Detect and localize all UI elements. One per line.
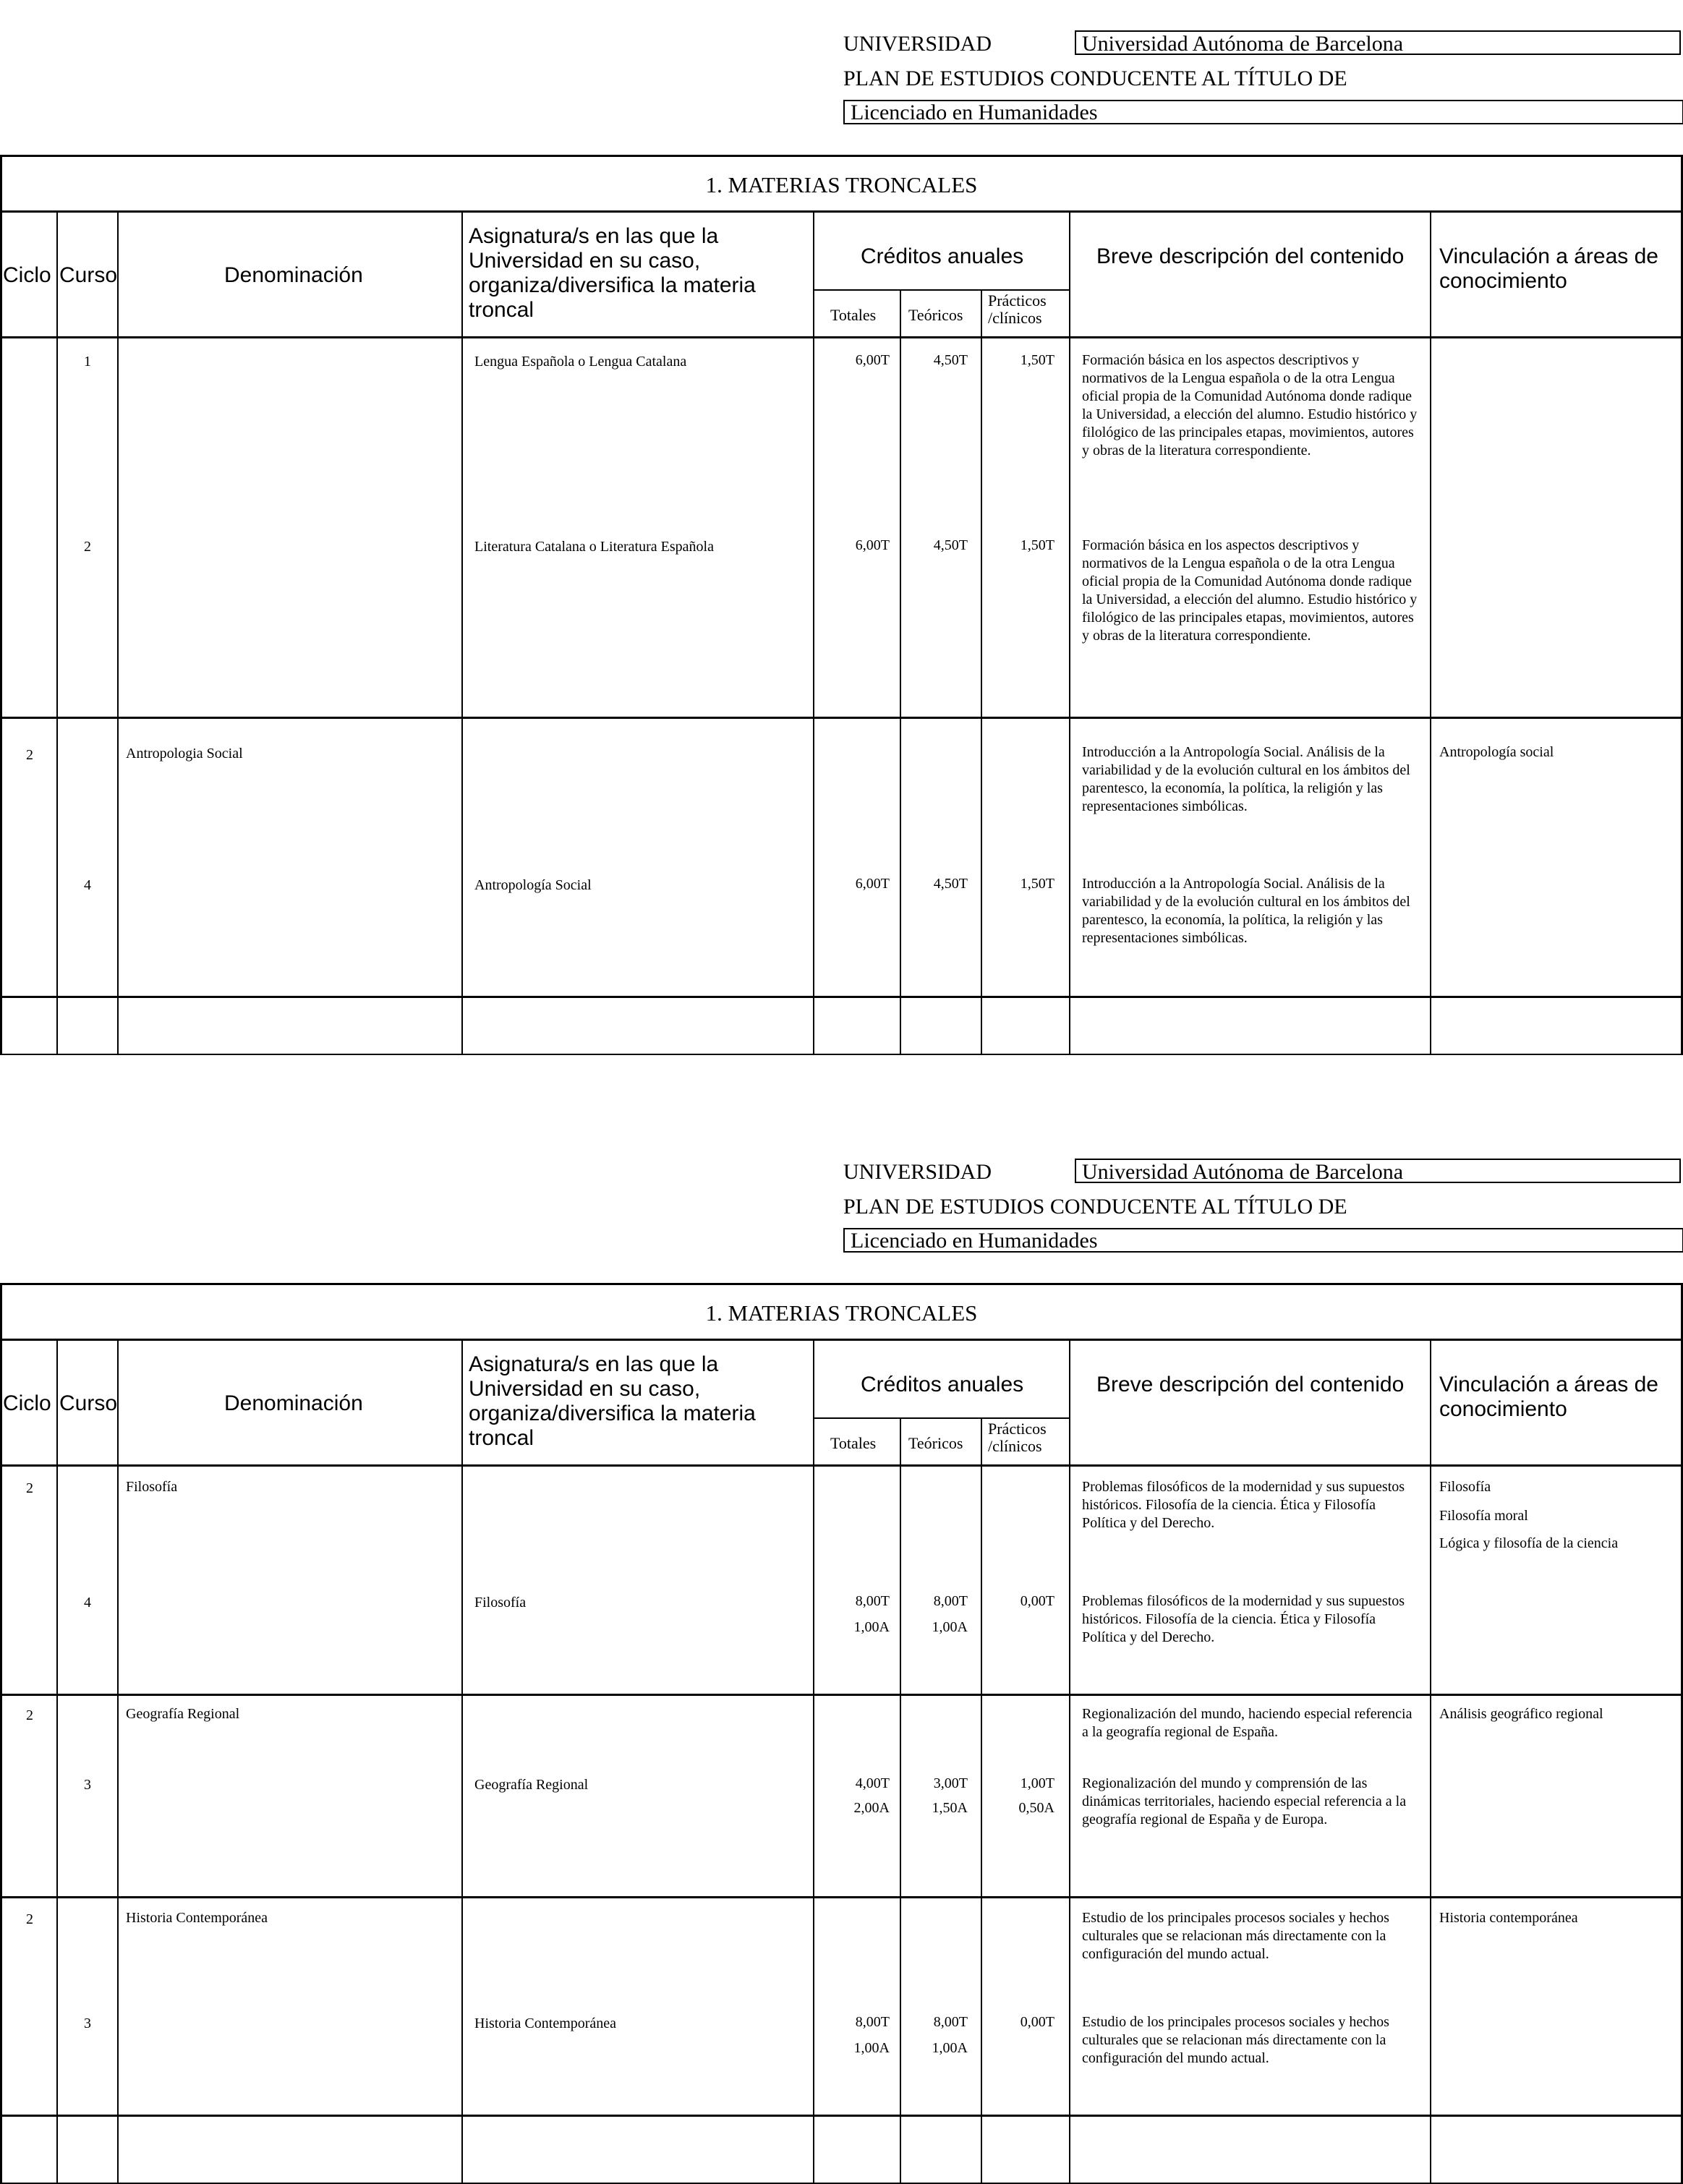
table-row-vinculacion: Filosofía bbox=[1439, 1479, 1491, 1495]
materias-troncales-table bbox=[0, 155, 1683, 1055]
table-row-teoricos: 1,00A bbox=[932, 1619, 968, 1635]
table-row-descripcion: Formación básica en los aspectos descriptivos y normativos de la Lengua española o de la otra Lengua oficial propia de la Comunidad Autónoma donde radique la Universidad, a elección del alumno. Estudio histórico y filológico de las principales etapas, movimientos, autores y obras de la literatura correspondiente. bbox=[1082, 537, 1418, 644]
table-title: 1. MATERIAS TRONCALES bbox=[0, 155, 1683, 213]
table-row-curso: 4 bbox=[84, 1595, 91, 1611]
col-creditos: Créditos anuales bbox=[861, 1373, 1024, 1396]
table-row-descripcion: Regionalización del mundo, haciendo especial referencia a la geografía regional de España. bbox=[1082, 1706, 1413, 1740]
table-row-totales: 6,00T bbox=[855, 537, 890, 553]
table-row-practicos: 0,00T bbox=[1020, 2014, 1054, 2030]
table-row-descripcion: Regionalización del mundo y comprensión de las dinámicas territoriales, haciendo especial referencia a la geografía regional de España y de Europa. bbox=[1082, 1775, 1407, 1827]
table-row-curso: 1 bbox=[84, 354, 91, 370]
col-asignatura: Asignatura/s en las que la Universidad en su caso, organiza/diversifica la materia troncal bbox=[469, 224, 756, 322]
table-row-vinculacion: Antropología social bbox=[1439, 744, 1554, 760]
table-row-asignatura: Geografía Regional bbox=[474, 1777, 589, 1793]
table-row-vinculacion: Análisis geográfico regional bbox=[1439, 1706, 1603, 1722]
col-practicos: Prácticos /clínicos bbox=[988, 1420, 1047, 1455]
titulo-value: Licenciado en Humanidades bbox=[843, 1228, 1683, 1253]
table-row-asignatura: Lengua Española o Lengua Catalana bbox=[474, 354, 687, 370]
table-row-teoricos: 8,00T bbox=[933, 1593, 968, 1609]
universidad-label: UNIVERSIDAD bbox=[843, 1160, 992, 1184]
universidad-value: Universidad Autónoma de Barcelona bbox=[1075, 30, 1681, 55]
table-row-curso: 3 bbox=[84, 1777, 91, 1793]
table-row-denominacion: Geografía Regional bbox=[126, 1706, 240, 1722]
titulo-value: Licenciado en Humanidades bbox=[843, 100, 1683, 124]
table-row-ciclo: 2 bbox=[26, 1911, 33, 1927]
col-vinculacion: Vinculación a áreas de conocimiento bbox=[1439, 1373, 1658, 1421]
table-row-practicos: 1,50T bbox=[1020, 537, 1054, 553]
table-row-practicos: 1,50T bbox=[1020, 352, 1054, 368]
table-row-vinculacion: Lógica y filosofía de la ciencia bbox=[1439, 1535, 1619, 1551]
table-row-descripcion: Introducción a la Antropología Social. Análisis de la variabilidad y de la evolución cultural en los ámbitos del parentesco, la economía, la política, la religión y las representaciones simbólicas. bbox=[1082, 876, 1410, 946]
table-row-totales: 1,00A bbox=[853, 1619, 890, 1635]
universidad-value: Universidad Autónoma de Barcelona bbox=[1075, 1159, 1681, 1183]
table-row-descripcion: Introducción a la Antropología Social. Análisis de la variabilidad y de la evolución cultural en los ámbitos del parentesco, la economía, la política, la religión y las representaciones simbólicas. bbox=[1082, 744, 1410, 814]
table-row-teoricos: 4,50T bbox=[933, 876, 968, 892]
table-row-descripcion: Estudio de los principales procesos sociales y hechos culturales que se relacionan más directamente con la configuración del mundo actual. bbox=[1082, 1910, 1389, 1962]
col-asignatura: Asignatura/s en las que la Universidad en su caso, organiza/diversifica la materia troncal bbox=[469, 1352, 756, 1450]
col-denominacion: Denominación bbox=[224, 263, 363, 287]
table-title: 1. MATERIAS TRONCALES bbox=[0, 1283, 1683, 1341]
table-row-totales: 6,00T bbox=[855, 352, 890, 368]
col-ciclo: Ciclo bbox=[3, 263, 51, 287]
table-row-practicos: 0,50A bbox=[1018, 1800, 1054, 1816]
table-row-teoricos: 8,00T bbox=[933, 2014, 968, 2030]
table-row-asignatura: Antropología Social bbox=[474, 877, 592, 893]
col-curso: Curso bbox=[59, 263, 118, 287]
table-row-vinculacion: Historia contemporánea bbox=[1439, 1910, 1578, 1926]
table-row-asignatura: Filosofía bbox=[474, 1595, 527, 1611]
table-row-descripcion: Problemas filosóficos de la modernidad y sus supuestos históricos. Filosofía de la ciencia. Ética y Filosofía Política y del Derecho. bbox=[1082, 1479, 1405, 1531]
table-row-teoricos: 4,50T bbox=[933, 537, 968, 553]
document-header bbox=[843, 0, 1683, 130]
table-row-denominacion: Historia Contemporánea bbox=[126, 1910, 268, 1926]
table-row-ciclo: 2 bbox=[26, 747, 33, 763]
table-row-totales: 8,00T bbox=[855, 1593, 890, 1609]
table-row-asignatura: Historia Contemporánea bbox=[474, 2015, 617, 2031]
table-row-practicos: 1,50T bbox=[1020, 876, 1054, 892]
table-row-asignatura: Literatura Catalana o Literatura Española bbox=[474, 539, 714, 555]
col-teoricos: Teóricos bbox=[908, 306, 963, 324]
table-row-totales: 1,00A bbox=[853, 2040, 890, 2056]
col-practicos: Prácticos /clínicos bbox=[988, 291, 1047, 327]
table-row-totales: 4,00T bbox=[855, 1775, 890, 1791]
table-row-practicos: 0,00T bbox=[1020, 1593, 1054, 1609]
col-ciclo: Ciclo bbox=[3, 1391, 51, 1415]
plan-label: PLAN DE ESTUDIOS CONDUCENTE AL TÍTULO DE bbox=[843, 1195, 1347, 1219]
table-row-teoricos: 4,50T bbox=[933, 352, 968, 368]
table-row-vinculacion: Filosofía moral bbox=[1439, 1508, 1528, 1524]
table-row-denominacion: Filosofía bbox=[126, 1479, 178, 1495]
col-curso: Curso bbox=[59, 1391, 118, 1415]
table-row-teoricos: 1,00A bbox=[932, 2040, 968, 2056]
col-creditos: Créditos anuales bbox=[861, 244, 1024, 268]
col-denominacion: Denominación bbox=[224, 1391, 363, 1415]
table-row-teoricos: 1,50A bbox=[932, 1800, 968, 1816]
col-descripcion: Breve descripción del contenido bbox=[1096, 1373, 1405, 1396]
table-row-totales: 2,00A bbox=[853, 1800, 890, 1816]
table-row-descripcion: Estudio de los principales procesos sociales y hechos culturales que se relacionan más directamente con la configuración del mundo actual. bbox=[1082, 2014, 1389, 2066]
table-row-practicos: 1,00T bbox=[1020, 1775, 1054, 1791]
table-row-teoricos: 3,00T bbox=[933, 1775, 968, 1791]
col-totales: Totales bbox=[830, 306, 877, 324]
table-row-ciclo: 2 bbox=[26, 1707, 33, 1723]
table-row-totales: 6,00T bbox=[855, 876, 890, 892]
table-row-descripcion: Formación básica en los aspectos descriptivos y normativos de la Lengua española o de la otra Lengua oficial propia de la Comunidad Autónoma donde radique la Universidad, a elección del alumno. Estudio histórico y filológico de las principales etapas, movimientos, autores y obras de la literatura correspondiente. bbox=[1082, 352, 1418, 458]
col-teoricos: Teóricos bbox=[908, 1434, 963, 1452]
col-vinculacion: Vinculación a áreas de conocimiento bbox=[1439, 244, 1658, 293]
col-totales: Totales bbox=[830, 1434, 877, 1452]
col-descripcion: Breve descripción del contenido bbox=[1096, 244, 1405, 268]
universidad-label: UNIVERSIDAD bbox=[843, 32, 992, 56]
table-row-curso: 4 bbox=[84, 877, 91, 893]
table-row-denominacion: Antropologia Social bbox=[126, 746, 243, 762]
table-row-totales: 8,00T bbox=[855, 2014, 890, 2030]
plan-label: PLAN DE ESTUDIOS CONDUCENTE AL TÍTULO DE bbox=[843, 67, 1347, 90]
table-row-curso: 2 bbox=[84, 539, 91, 555]
table-row-ciclo: 2 bbox=[26, 1480, 33, 1496]
document-header bbox=[843, 1128, 1683, 1258]
table-row-descripcion: Problemas filosóficos de la modernidad y sus supuestos históricos. Filosofía de la ciencia. Ética y Filosofía Política y del Derecho. bbox=[1082, 1593, 1405, 1645]
materias-troncales-table bbox=[0, 1283, 1683, 2184]
table-row-curso: 3 bbox=[84, 2015, 91, 2031]
